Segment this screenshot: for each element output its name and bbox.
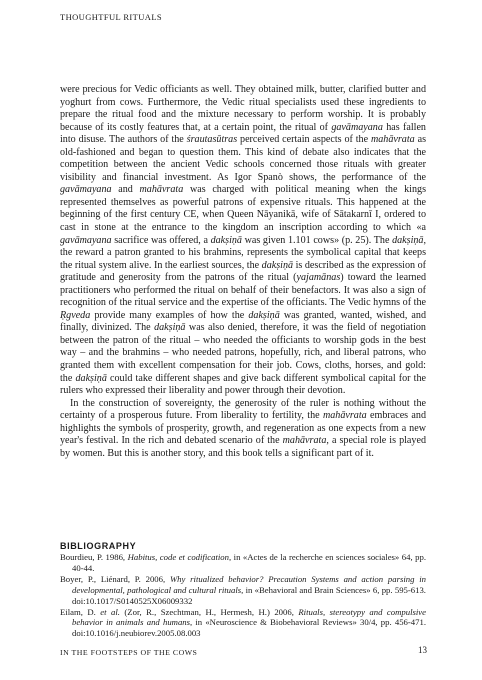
italic-term: mahāvrata [322, 410, 367, 422]
page-number: 13 [418, 645, 427, 655]
italic-term: gavāmayana [60, 184, 112, 196]
italic-term: Ṛgveda [60, 309, 91, 321]
paragraph-2: In the construction of sovereignty, the generosity of the ruler is nothing without the certainty of a prosperous future. From liberality to fertility, the mahāvrata embraces and highlights the symbols of prosperity, growth, and regeneration as one expects from a new year's festival. In the rich and debated scenario of the mahāvrata, a special role is played by women. But this is another story, and this book tells a significant part of it. [60, 397, 427, 459]
italic-term: dakṣiṇā [154, 322, 186, 334]
italic-term: Why ritualized behavior? Precaution Systems and action parsing in developmental, pathological and cultural rituals [72, 573, 426, 595]
running-foot: IN THE FOOTSTEPS OF THE COWS [60, 648, 198, 657]
bibliography-list [60, 552, 426, 639]
italic-term: Habitus, code et codification [127, 552, 229, 562]
italic-term: dakṣiṇā [75, 372, 107, 384]
italic-term: dakṣiṇā [210, 234, 242, 246]
bibliography-heading: BIBLIOGRAPHY [60, 541, 137, 551]
italic-term: gavāmayana [60, 234, 112, 246]
italic-term: Rituals, stereotypy and compulsive behavior in animals and humans [72, 606, 426, 628]
italic-term: yajamānas [296, 272, 341, 284]
italic-term: et al. [100, 606, 120, 617]
italic-term: mahāvrata [370, 134, 415, 146]
italic-term: śrautasūtras [186, 134, 238, 146]
bibliography-entry: Boyer, P., Liénard, P. 2006, Why ritualized behavior? Precaution Systems and action parsing in developmental, pathological and cultural rituals, in «Behavioral and Brain Sciences» 6, pp. 595-613. doi:10.1017/S0140525X06009332 [60, 573, 426, 606]
italic-term: dakṣiṇā [261, 259, 294, 271]
bibliography-entry: Bourdieu, P. 1986, Habitus, code et codification, in «Actes de la recherche en sciences sociales» 64, pp. 40-44. [60, 552, 427, 573]
bibliography-entry: Eilam, D. et al. (Zor, R., Szechtman, H., Hermesh, H.) 2006, Rituals, stereotypy and compulsive behavior in animals and humans, in «Neuroscience & Biobehavioral Reviews» 30/4, pp. 456-471. doi:10.1016/j.neubiorev.2005.08.003 [60, 606, 426, 639]
body-text [60, 84, 426, 460]
italic-term: mahāvrata [139, 184, 184, 196]
paragraph-1: were precious for Vedic officiants as well. They obtained milk, butter, clarified butter and yoghurt from cows. Furthermore, the Vedic ritual specialists used these ingredients to prepare the ritual food and the mixture necessary to perform worship. It is probably because of its costly features that, at a certain point, the ritual of gavāmayana has fallen into disuse. The authors of the śrautasūtras perceived certain aspects of the mahāvrata as old-fashioned and began to question them. This kind of debate also indicates that the competition between the ancient Vedic schools concerned those rituals with greater visibility and financial investment. As Igor Spanò shows, the performance of the gavāmayana and mahāvrata was charged with political meaning when the kings represented themselves as powerful patrons of expensive rituals. This happened at the beginning of the first century CE, when Queen Nāyanikā, wife of Sātakarnī I, ordered to cast in stone at the entrance to the kingdom an inscription according to which «a gavāmayana sacrifice was offered, a dakṣiṇā was given 1.101 cows» (p. 25). The dakṣiṇā, the reward a patron granted to his brahmins, represents the symbolical capital that keeps the ritual system alive. In the earliest sources, the dakṣiṇā is described as the expression of gratitude and generosity from the patrons of the ritual (yajamānas) toward the learned practitioners who performed the ritual on behalf of their benefactors. It was also a sign of recognition of the ritual service and the expertise of the officiants. The Vedic hymns of the Ṛgveda provide many examples of how the dakṣiṇā was granted, wanted, wished, and finally, divinized. The dakṣiṇā was also denied, therefore, it was the field of negotiation between the patron of the ritual – who needed the officiants to worship gods in the best way – and the brahmins – who needed patrons, hopefully, rich, and liberal patrons, who granted them with excellent compensation for their job. Cows, cloths, horses, and gold: the dakṣiṇā could take different shapes and give back different symbolical capital for the rulers who expressed their liberality and power through their devotion. [60, 84, 427, 397]
italic-term: gavāmayana [331, 121, 383, 133]
italic-term: dakṣiṇā [392, 234, 424, 246]
running-head: THOUGHTFUL RITUALS [60, 12, 163, 22]
italic-term: mahāvrata [282, 435, 327, 447]
italic-term: dakṣiṇā [248, 309, 280, 321]
